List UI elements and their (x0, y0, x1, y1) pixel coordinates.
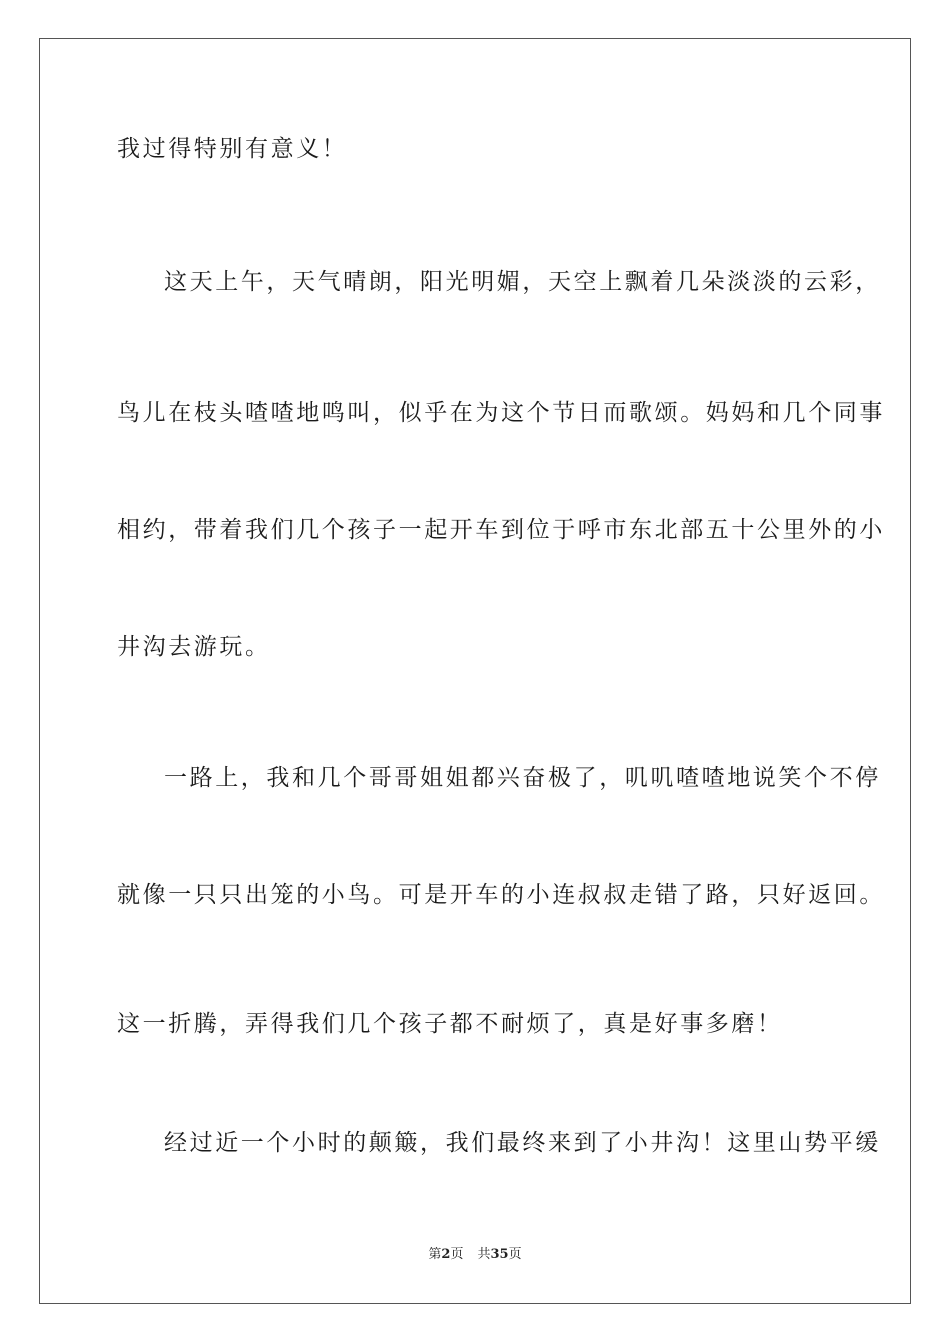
page-number: 2 (441, 1247, 451, 1262)
text-line-7: 就像一只只出笼的小鸟。可是开车的小连叔叔走错了路，只好返回。 (117, 882, 885, 908)
text-line-5: 井沟去游玩。 (117, 634, 271, 660)
page-footer (0, 1246, 950, 1264)
page-prefix: 第 (428, 1247, 442, 1262)
total-pages: 35 (490, 1247, 509, 1262)
text-line-6: 一路上，我和几个哥哥姐姐都兴奋极了，叽叽喳喳地说笑个不停 (164, 765, 881, 791)
text-line-9: 经过近一个小时的颠簸，我们最终来到了小井沟！这里山势平缓 (164, 1130, 881, 1156)
total-suffix: 页 (508, 1247, 522, 1262)
total-prefix: 共 (477, 1247, 491, 1262)
page-border (39, 38, 911, 1304)
text-line-3: 鸟儿在枝头喳喳地鸣叫，似乎在为这个节日而歌颂。妈妈和几个同事 (117, 400, 885, 426)
text-line-4: 相约，带着我们几个孩子一起开车到位于呼市东北部五十公里外的小 (117, 517, 885, 543)
page-suffix: 页 (450, 1247, 464, 1262)
text-line-8: 这一折腾，弄得我们几个孩子都不耐烦了，真是好事多磨！ (117, 1011, 783, 1037)
text-line-2: 这天上午，天气晴朗，阳光明媚，天空上飘着几朵淡淡的云彩， (164, 269, 881, 295)
text-line-1: 我过得特别有意义！ (117, 136, 348, 162)
